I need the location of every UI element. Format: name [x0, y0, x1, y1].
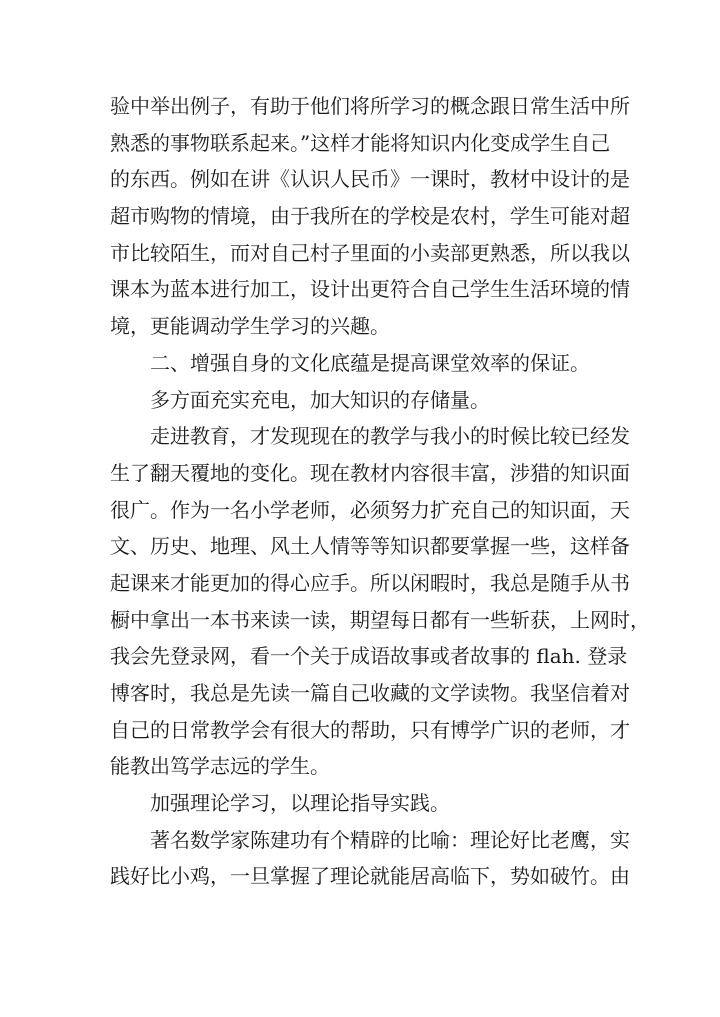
text-line: 自己的日常教学会有很大的帮助，只有博学广识的老师，才	[110, 717, 630, 742]
text-line: 的东西。例如在讲《认识人民币》一课时，教材中设计的是	[110, 167, 630, 192]
text-line: 市比较陌生，而对自己村子里面的小卖部更熟悉，所以我以	[110, 240, 630, 265]
text-line: 起课来才能更加的得心应手。所以闲暇时，我总是随手从书	[110, 570, 630, 595]
text-line: 课本为蓝本进行加工，设计出更符合自己学生生活环境的情	[110, 277, 630, 302]
text-line: 践好比小鸡，一旦掌握了理论就能居高临下，势如破竹。由	[110, 864, 630, 889]
text-line: 走进教育，才发现现在的教学与我小的时候比较已经发	[150, 424, 630, 449]
text-line: 能教出笃学志远的学生。	[110, 754, 330, 779]
text-line: 验中举出例子，有助于他们将所学习的概念跟日常生活中所	[110, 94, 630, 118]
text-line: 文、历史、地理、风土人情等等知识都要掌握一些，这样备	[110, 534, 630, 559]
text-line: 超市购物的情境，由于我所在的学校是农村，学生可能对超	[110, 204, 630, 229]
subsection-heading: 多方面充实充电，加大知识的存储量。	[150, 387, 490, 412]
document-body	[110, 88, 650, 895]
text-line: 橱中拿出一本书来读一读，期望每日都有一些斩获，上网时，	[110, 607, 650, 632]
text-line: 著名数学家陈建功有个精辟的比喻：理论好比老鹰，实	[150, 827, 630, 852]
text-line: 熟悉的事物联系起来。”这样才能将知识内化变成学生自己	[110, 130, 611, 155]
text-line: 生了翻天覆地的变化。现在教材内容很丰富，涉猎的知识面	[110, 460, 630, 485]
text-line: 我会先登录网，看一个关于成语故事或者故事的 flah. 登录	[110, 644, 628, 669]
text-line: 博客时，我总是先读一篇自己收藏的文学读物。我坚信着对	[110, 681, 630, 705]
text-line: 很广。作为一名小学老师，必须努力扩充自己的知识面，天	[110, 497, 630, 522]
section-heading: 二、增强自身的文化底蕴是提高课堂效率的保证。	[150, 350, 590, 375]
text-line: 境，更能调动学生学习的兴趣。	[110, 314, 390, 339]
subsection-heading: 加强理论学习，以理论指导实践。	[150, 791, 450, 816]
